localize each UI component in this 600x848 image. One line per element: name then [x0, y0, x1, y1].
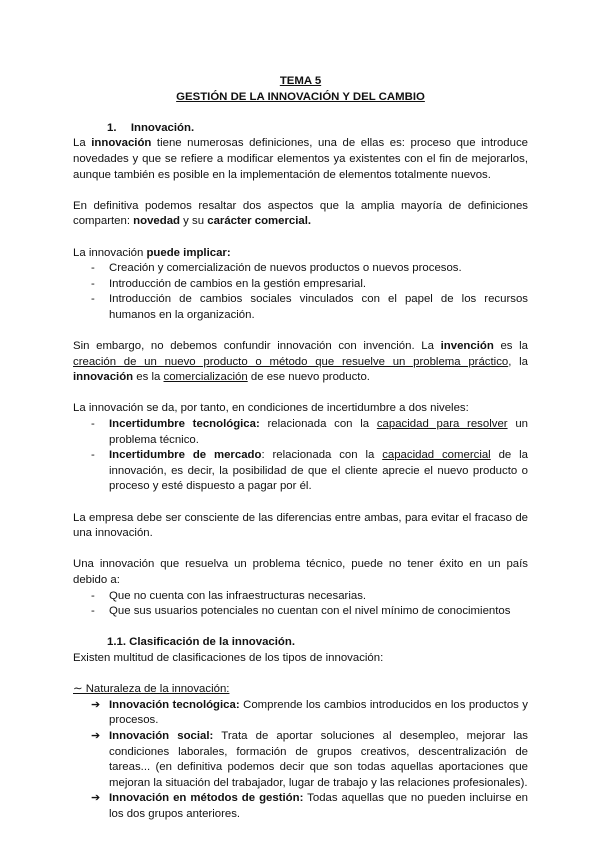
list-item: - Creación y comercialización de nuevos productos o nuevos procesos.	[91, 262, 462, 275]
paragraph-incertidumbre: La innovación se da, por tanto, en condiciones de incertidumbre a dos niveles:	[73, 402, 469, 415]
paragraph-implica: La innovación puede implicar:	[73, 246, 231, 259]
paragraph-invencion: Sin embargo, no debemos confundir innovación con invención. La invención es la creación de un nuevo producto o método que resuelve un problema práctico, la innovación es la comercialización de ese nuevo producto.	[73, 340, 528, 384]
list-item: - Introducción de cambios sociales vinculados con el papel de los recursos humanos en la organización.	[91, 293, 528, 321]
paragraph-empresa: La empresa debe ser consciente de las diferencias entre ambas, para evitar el fracaso de una innovación.	[73, 511, 528, 540]
list-item: - Incertidumbre tecnológica: relacionada con la capacidad para resolver un problema técnico.	[91, 418, 528, 446]
topic-number: TEMA 5	[279, 75, 322, 87]
arrow-icon: ➔	[91, 792, 101, 805]
list-item: - Introducción de cambios en la gestión empresarial.	[91, 277, 367, 290]
list-item: - Que sus usuarios potenciales no cuentan con el nivel mínimo de conocimientos	[91, 605, 511, 618]
paragraph-definition: La innovación tiene numerosas definiciones, una de ellas es: proceso que introduce novedades y que se refiere a modificar elementos ya existentes con el fin de mejorarlos, aunque también es posible en la implementación de elementos totalmente nuevos.	[73, 137, 528, 181]
debido-list	[73, 589, 528, 620]
document-title: GESTIÓN DE LA INNOVACIÓN Y DEL CAMBIO	[176, 90, 425, 103]
section-1-heading	[73, 121, 528, 137]
list-item: ➔ Innovación en métodos de gestión: Todas aquellas que no pueden incluirse en los dos grupos anteriores.	[91, 792, 528, 820]
list-item: ➔ Innovación social: Trata de aportar soluciones al desempleo, mejorar las condiciones laborales, formación de grupos creativos, descentralización de tareas... (en definitiva podemos decir que son todas aquellas aportaciones que mejoran la situación del trabajador, lugar de trabajo y las relaciones profesionales).	[91, 729, 528, 789]
list-item: ➔ Innovación tecnológica: Comprende los cambios introducidos en los productos y procesos.	[91, 698, 529, 727]
list-item: - Incertidumbre de mercado: relacionada con la capacidad comercial de la innovación, es decir, la posibilidad de que el cliente aprecie el nuevo producto o proceso y esté dispuesto a pagar por él.	[91, 449, 528, 493]
list-item: - Que no cuenta con las infraestructuras necesarias.	[91, 589, 367, 602]
section-1-1-heading: 1.1. Clasificación de la innovación.	[107, 636, 296, 649]
arrow-icon: ➔	[91, 729, 101, 742]
niveles-list	[73, 417, 528, 495]
arrow-icon: ➔	[91, 698, 101, 711]
paragraph-pais: Una innovación que resuelva un problema técnico, puede no tener éxito en un país debido a:	[73, 558, 528, 586]
naturaleza-heading: ∼ Naturaleza de la innovación:	[73, 683, 230, 696]
paragraph-aspects: En definitiva podemos resaltar dos aspectos que la amplia mayoría de definiciones comparten: novedad y su carácter comercial.	[73, 199, 528, 228]
section-1-title: Innovación.	[130, 121, 195, 134]
implica-list	[73, 261, 528, 323]
naturaleza-list	[73, 698, 528, 823]
section-1-number: 1.	[107, 121, 117, 134]
document-page	[73, 74, 528, 823]
paragraph-clasificaciones: Existen multitud de clasificaciones de los tipos de innovación:	[73, 651, 384, 664]
